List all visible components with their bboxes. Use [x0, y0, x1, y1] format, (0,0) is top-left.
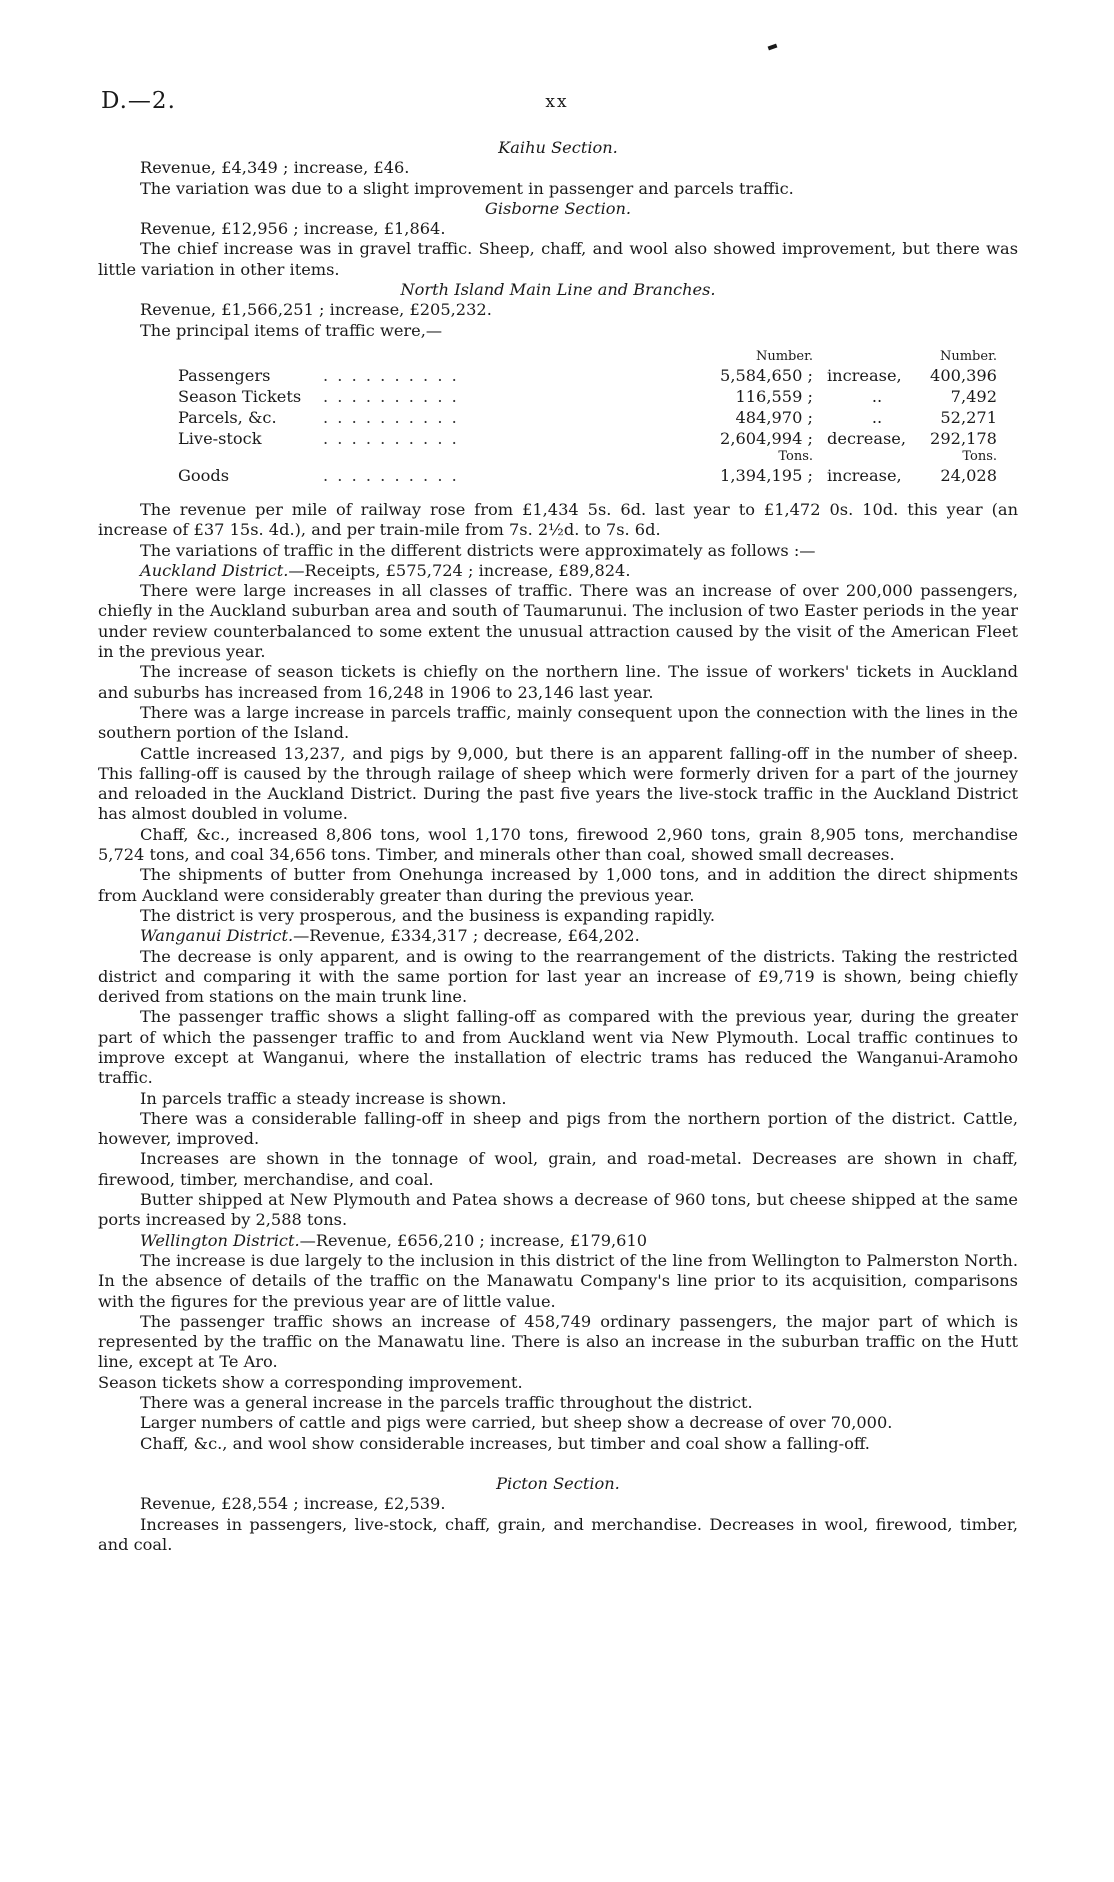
paragraph: The increase of season tickets is chiefly on the northern line. The issue of workers' tickets in Auckland and suburbs has increased from 16,248 in 1906 to 23,146 last year.: [98, 662, 1018, 702]
table-row: [178, 386, 997, 407]
paragraph: Larger numbers of cattle and pigs were carried, but sheep show a decrease of over 70,000.: [140, 1413, 893, 1433]
ink-mark: [768, 44, 778, 51]
paragraph: Butter shipped at New Plymouth and Patea shows a decrease of 960 tons, but cheese shipped at the same ports increased by 2,588 tons.: [98, 1190, 1018, 1230]
page-content: [98, 138, 1018, 1555]
wellington-district-figures: —Revenue, £656,210 ; increase, £179,610: [299, 1230, 648, 1250]
auckland-district-figures: —Receipts, £575,724 ; increase, £89,824.: [288, 560, 631, 580]
district-variations-intro: The variations of traffic in the different districts were approximately as follows :—: [140, 540, 816, 560]
col-header-number-1: Number.: [755, 348, 813, 364]
col-header-number-2: Number.: [939, 348, 997, 364]
gisborne-revenue: Revenue, £12,956 ; increase, £1,864.: [140, 219, 446, 239]
row-value: 5,584,650 ;: [720, 365, 813, 385]
table-row: [178, 365, 997, 386]
paragraph: There was a considerable falling-off in sheep and pigs from the northern portion of the district. Cattle, however, improved.: [98, 1108, 1018, 1149]
north-island-section-title: North Island Main Line and Branches.: [400, 280, 716, 300]
picton-note: Increases in passengers, live-stock, chaff, grain, and merchandise. Decreases in wool, firewood, timber, and coal.: [98, 1514, 1018, 1554]
row-diff: 52,271: [940, 407, 997, 427]
unit-header-tons-2: Tons.: [962, 448, 997, 464]
row-change: ..: [871, 407, 883, 427]
row-label: Season Tickets: [178, 386, 302, 406]
picton-revenue: Revenue, £28,554 ; increase, £2,539.: [140, 1494, 446, 1514]
row-label: Live-stock: [178, 428, 262, 448]
traffic-table: [178, 349, 997, 486]
leader-dots: . . . . . . . . . .: [323, 386, 459, 406]
north-island-revenue: Revenue, £1,566,251 ; increase, £205,232.: [140, 300, 492, 320]
gisborne-section-title: Gisborne Section.: [484, 198, 632, 218]
page-reference: D.—2.: [101, 88, 176, 114]
paragraph: Chaff, &c., increased 8,806 tons, wool 1,170 tons, firewood 2,960 tons, grain 8,905 tons, merchandise 5,724 tons, and coal 34,656 tons. Timber, and minerals other than coal, showed small decreases.: [98, 824, 1018, 865]
revenue-per-mile-paragraph: The revenue per mile of railway rose from £1,434 5s. 6d. last year to £1,472 0s. 10d. this year (an increase of £37 15s. 4d.), and per train-mile from 7s. 2½d. to 7s. 6d.: [98, 499, 1018, 540]
leader-dots: . . . . . . . . . .: [323, 465, 459, 485]
row-value: 2,604,994 ;: [720, 428, 813, 448]
picton-section-title: Picton Section.: [496, 1473, 620, 1493]
leader-dots: . . . . . . . . . .: [323, 365, 459, 385]
leader-dots: . . . . . . . . . .: [323, 428, 459, 448]
row-label: Goods: [178, 465, 230, 485]
paragraph: The shipments of butter from Onehunga increased by 1,000 tons, and in addition the direct shipments from Auckland were considerably greater than during the previous year.: [98, 865, 1018, 905]
kaihu-note: The variation was due to a slight improvement in passenger and parcels traffic.: [140, 178, 794, 198]
paragraph: Cattle increased 13,237, and pigs by 9,000, but there is an apparent falling-off in the number of sheep. This falling-off is caused by the through railage of sheep which were formerly driven for a part of the journey and reloaded in the Auckland District. During the past five years the live-stock traffic in the Auckland District has almost doubled in volume.: [98, 743, 1018, 824]
table-row: [178, 465, 997, 486]
row-diff: 7,492: [950, 386, 997, 406]
paragraph: There were large increases in all classes of traffic. There was an increase of over 200,000 passengers, chiefly in the Auckland suburban area and south of Taumarunui. The inclusion of two Easter periods in the year under review counterbalanced to some extent the unusual attraction caused by the visit of the American Fleet in the previous year.: [98, 581, 1018, 662]
row-label: Passengers: [178, 365, 271, 385]
row-value: 1,394,195 ;: [720, 465, 813, 485]
paragraph: Chaff, &c., and wool show considerable increases, but timber and coal show a falling-off.: [140, 1433, 870, 1453]
kaihu-section-title: Kaihu Section.: [498, 138, 618, 157]
table-row: [178, 428, 997, 449]
row-value: 484,970 ;: [735, 407, 813, 427]
wanganui-district-figures: —Revenue, £334,317 ; decrease, £64,202.: [293, 926, 640, 946]
paragraph: In parcels traffic a steady increase is shown.: [140, 1088, 507, 1108]
row-diff: 292,178: [930, 428, 997, 448]
page-number: xx: [545, 92, 569, 112]
paragraph: Increases are shown in the tonnage of wool, grain, and road-metal. Decreases are shown in chaff, firewood, timber, merchandise, and coal.: [98, 1149, 1018, 1189]
row-value: 116,559 ;: [735, 386, 813, 406]
row-change: decrease,: [827, 428, 907, 448]
row-change: increase,: [827, 465, 902, 485]
row-label: Parcels, &c.: [178, 407, 277, 427]
north-island-items-intro: The principal items of traffic were,—: [140, 320, 443, 340]
row-diff: 24,028: [940, 465, 997, 485]
paragraph: The passenger traffic shows a slight falling-off as compared with the previous year, during the greater part of which the passenger traffic to and from Auckland went via New Plymouth. Local traffic continues to improve except at Wanganui, where the installation of electric trams has reduced the Wanganui-Aramoho traffic.: [98, 1007, 1018, 1088]
wanganui-district-summary: [98, 926, 1018, 946]
wanganui-district-label: Wanganui District.: [140, 926, 294, 946]
paragraph: The decrease is only apparent, and is owing to the rearrangement of the districts. Taking the restricted district and comparing it with the same portion for last year an increase of £9,719 is shown, being chiefly derived from stations on the main trunk line.: [98, 946, 1018, 1007]
table-row: [178, 407, 997, 428]
row-change: increase,: [827, 365, 902, 385]
table-unit-row: [178, 449, 997, 465]
row-change: ..: [871, 386, 883, 406]
paragraph: The increase is due largely to the inclusion in this district of the line from Wellington to Palmerston North. In the absence of details of the traffic on the Manawatu Company's line prior to its acquisition, comparisons with the figures for the previous year are of little value.: [98, 1250, 1018, 1311]
paragraph: Season tickets show a corresponding improvement.: [98, 1372, 523, 1392]
paragraph: There was a general increase in the parcels traffic throughout the district.: [140, 1393, 753, 1413]
paragraph: The passenger traffic shows an increase of 458,749 ordinary passengers, the major part of which is represented by the traffic on the Manawatu line. There is also an increase in the suburban traffic on the Hutt line, except at Te Aro.: [98, 1311, 1018, 1372]
wellington-district-label: Wellington District.: [140, 1230, 300, 1250]
wellington-district-summary: [98, 1231, 1018, 1251]
auckland-district-summary: [98, 561, 1018, 581]
kaihu-revenue: Revenue, £4,349 ; increase, £46.: [140, 158, 410, 178]
gisborne-note: The chief increase was in gravel traffic. Sheep, chaff, and wool also showed improvement, but there was little variation in other items.: [98, 239, 1018, 279]
auckland-district-label: Auckland District.: [140, 560, 289, 580]
table-header-row: [178, 349, 997, 365]
unit-header-tons-1: Tons.: [778, 448, 813, 464]
leader-dots: . . . . . . . . . .: [323, 407, 459, 427]
paragraph: There was a large increase in parcels traffic, mainly consequent upon the connection with the lines in the southern portion of the Island.: [98, 702, 1018, 743]
paragraph: The district is very prosperous, and the business is expanding rapidly.: [140, 905, 716, 925]
row-diff: 400,396: [930, 365, 997, 385]
